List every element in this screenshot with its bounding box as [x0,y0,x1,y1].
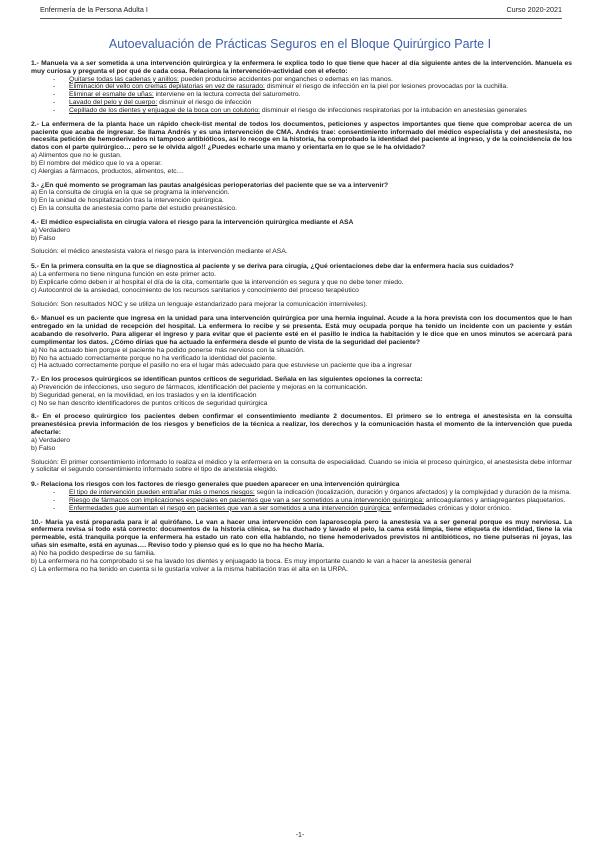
question-8 [31,413,572,452]
question-1-text: 1.- Manuela va a ser sometida a una intervención quirúrgica y la enfermera le explica todo lo que tiene que hacer al día siguiente antes de la intervención. Manuela es muy curiosa y pregunta el por qué de cada cosa. Relaciona la intervención-actividad con el efecto: [31,60,572,75]
question-7 [31,376,572,407]
question-9 [31,481,572,512]
question-8-text: 8.- En el proceso quirúrgico los pacientes deben confirmar el consentimiento mediante 2 documentos. El primero se lo entrega el anestesista en la consulta preanestésica previa información de los riesgos y beneficios de la técnica a realizar, los derechos y la comunicación hasta el momento de la intervención que pueda afectarle: [31,413,572,437]
option-c: c) Alergias a fármacos, productos, alimentos, etc… [31,167,184,175]
document-body [31,60,572,579]
question-3 [31,182,572,213]
question-8-solution: Solución: El primer consentimiento informado lo realiza el médico y la enfermera en la consulta de especialidad. Cuando se inicia el proceso quirúrgico, el anestesista debe informar y solicitar el segundo consentimiento informado sobre el tipo de anestesia elegido. [31,458,572,474]
page-header [40,5,562,19]
list-item: - El tipo de intervención pueden entrañar más o menos riesgos: según la indicación (localización, duración y órganos afectados) y la complejidad y duración de la misma. [69,489,572,497]
option-b: b) No ha actuado correctamente porque no ha verificado la identidad del paciente. [31,354,277,362]
list-item: - Riesgo de fármacos con implicaciones especiales en pacientes que van a ser sometidos a una intervención quirúrgica: anticoagulantes y antiagregantes plaquetarios. [69,497,572,505]
question-1 [31,60,572,115]
question-9-text: 9.- Relaciona los riesgos con los factores de riesgo generales que pueden aparecer en una intervención quirúrgica [31,481,400,489]
option-a: a) Verdadero [31,226,71,234]
option-a: a) En la consulta de cirugía en la que se programa la intervención. [31,189,230,197]
page-title: Autoevaluación de Prácticas Seguros en el Bloque Quirúrgico Parte I [108,37,492,51]
option-b: b) En la unidad de hospitalización tras la intervención quirúrgica. [31,197,224,205]
option-a: a) No ha podido despedirse de su familia. [31,549,156,557]
option-c: c) No se han descrito identificadores de puntos críticos de seguridad quirúrgica [31,399,268,407]
question-7-text: 7.- En los procesos quirúrgicos se identifican puntos críticos de seguridad. Señala en las siguientes opciones la correcta: [31,376,423,384]
option-b: b) Seguridad general, en la movilidad, en los traslados y en la identificación [31,391,257,399]
question-6 [31,315,572,370]
list-item: - Eliminar el esmalte de uñas: interviene en la lectura correcta del saturometro. [69,91,572,99]
question-10-text: 10.- María ya está preparada para ir al quirófano. Le van a hacer una intervención con laparoscopia pero la anestesia va a ser general porque es muy nerviosa. La enfermera revisa si todo está correcto: documentos de la historia clínica, se ha duchado y lavado el pelo, la cama está limpia, tiene etiqueta de identidad, tiene la vía permeable, está tranquila porque la enfermera ha estado un rato con ella hablando, no tiene hemoderivados previstos ni antibióticos, no tiene pulseras ni joyas, las uñas sin esmalte, está en ayunas…. Reviso todo y pienso qué es lo que no ha hecho María. [31,518,572,550]
option-b: b) El nombre del médico que lo va a operar. [31,159,162,167]
option-a: a) Prevención de infecciones, uso seguro de fármacos, identificación del paciente y mejoras en la comunicación. [31,383,368,391]
option-b: b) Falso [31,234,56,242]
list-item: - Lavado del pelo y del cuerpo: disminuir el riesgo de infección [69,99,572,107]
course-year: Curso 2020-2021 [506,5,562,14]
option-c: c) Ha actuado correctamente porque el pasillo no era el lugar más adecuado para que estuviese un paciente que iba a ingresar [31,362,412,370]
question-5 [31,263,572,294]
option-a: a) No ha actuado bien porque el paciente ha podido ponerse más nervioso con la situación. [31,346,305,354]
question-4-solution: Solución: el médico anestesista valora el riesgo para la intervención mediante el ASA. [31,248,288,256]
option-c: c) En la consulta de anestesia como parte del estudio preanestésico. [31,205,237,213]
question-4 [31,219,572,242]
question-9-items [69,489,572,512]
course-name: Enfermería de la Persona Adulta I [40,5,148,14]
question-2-text: 2.- La enfermera de la planta hace un rápido check-list mental de todos los documentos, peticiones y aspectos importantes que tiene que comprobar acerca de un paciente que acaba de ingresar. Se llama Andrés y es una intervención de CMA. Andrés trae: consentimiento informado del médico especialista y del anestesista, no necesita petición de hemoderivados ni tampoco antibióticos, así lo recoge en la historia, ha comprobado la identidad del paciente al ingreso, y de la coincidencia de los datos con el parte quirúrgico… pero se le olvida algo!! ¿Puedes echarle una mano y orientarla en lo que se le ha olvidado? [31,120,572,152]
option-c: c) Autocontrol de la ansiedad, conocimiento de los recursos sanitarios y conocimiento del proceso terapéutico [31,286,359,294]
question-5-solution: Solución: Son resultados NOC y se utiliza un lenguaje estandarizado para mejorar la comunicación interniveles). [31,300,368,308]
question-6-text: 6.- Manuel es un paciente que ingresa en la unidad para una intervención quirúrgica por una hernia inguinal. Acude a la hora prevista con los documentos que le han entregado en la unidad de recepción del hospital. La enfermera lo recibe y se presenta. Está muy ocupada porque ha tenido un incidente con un paciente y están acabando de resolverlo. Para aligerar el ingreso y para evitar que el paciente esté en el pasillo le indica la habitación y le dice que en unos minutos se acercará para cumplimentar los datos. ¿Cómo dirías que ha actuado la enfermera desde el punto de vista de la seguridad del paciente? [31,315,572,346]
option-b: b) Explicarle cómo deben ir al hospital el día de la cita, comentarle que la intervención es segura y que no debe tener miedo. [31,278,404,286]
question-10 [31,519,572,574]
question-5-text: 5.- En la primera consulta en la que se diagnostica al paciente y se deriva para cirugía, ¿Qué orientaciones debe dar la enfermera hacia sus cuidados? [31,263,514,271]
list-item: - Cepillado de los dientes y enjuague de la boca con un colutorio: disminuir el riesgo de infecciones respiratorias por la intubación en anestesias generales [69,107,572,115]
question-3-text: 3.- ¿En qué momento se programan las pautas analgésicas perioperatorias del paciente que se va a intervenir? [31,181,389,189]
option-b: b) La enfermera no ha comprobado si se ha lavado los dientes y enjuagado la boca. Es muy importante cuando le van a hacer la anestesia general [31,557,472,565]
option-b: b) Falso [31,444,56,452]
option-a: a) Alimentos que no le gustan. [31,152,122,160]
question-2 [31,121,572,176]
question-1-items [69,76,572,115]
page-number: -1- [295,832,305,839]
list-item: - Eliminación del vello con cremas depilatorias en vez de rasurado: disminuir el riesgo de infección en la piel por lesiones provocadas por la cuchilla. [69,83,572,91]
option-c: c) La enfermera no ha tenido en cuenta si le gustaría volver a la misma habitación tras el alta en la URPA. [31,565,348,573]
option-a: a) La enfermera no tiene ninguna función en este primer acto. [31,271,216,279]
option-a: a) Verdadero [31,436,71,444]
list-item: - Enfermedades que aumentan el riesgo en pacientes que van a ser sometidos a una intervención quirúrgica: enfermedades crónicas y dolor crónico. [69,505,572,513]
question-4-text: 4.- El médico especialista en cirugía valora el riesgo para la intervención quirúrgica mediante el ASA [31,218,354,226]
list-item: - Quitarse todas las cadenas y anillos: pueden producirse accidentes por enganches o edemas en las manos. [69,76,572,84]
